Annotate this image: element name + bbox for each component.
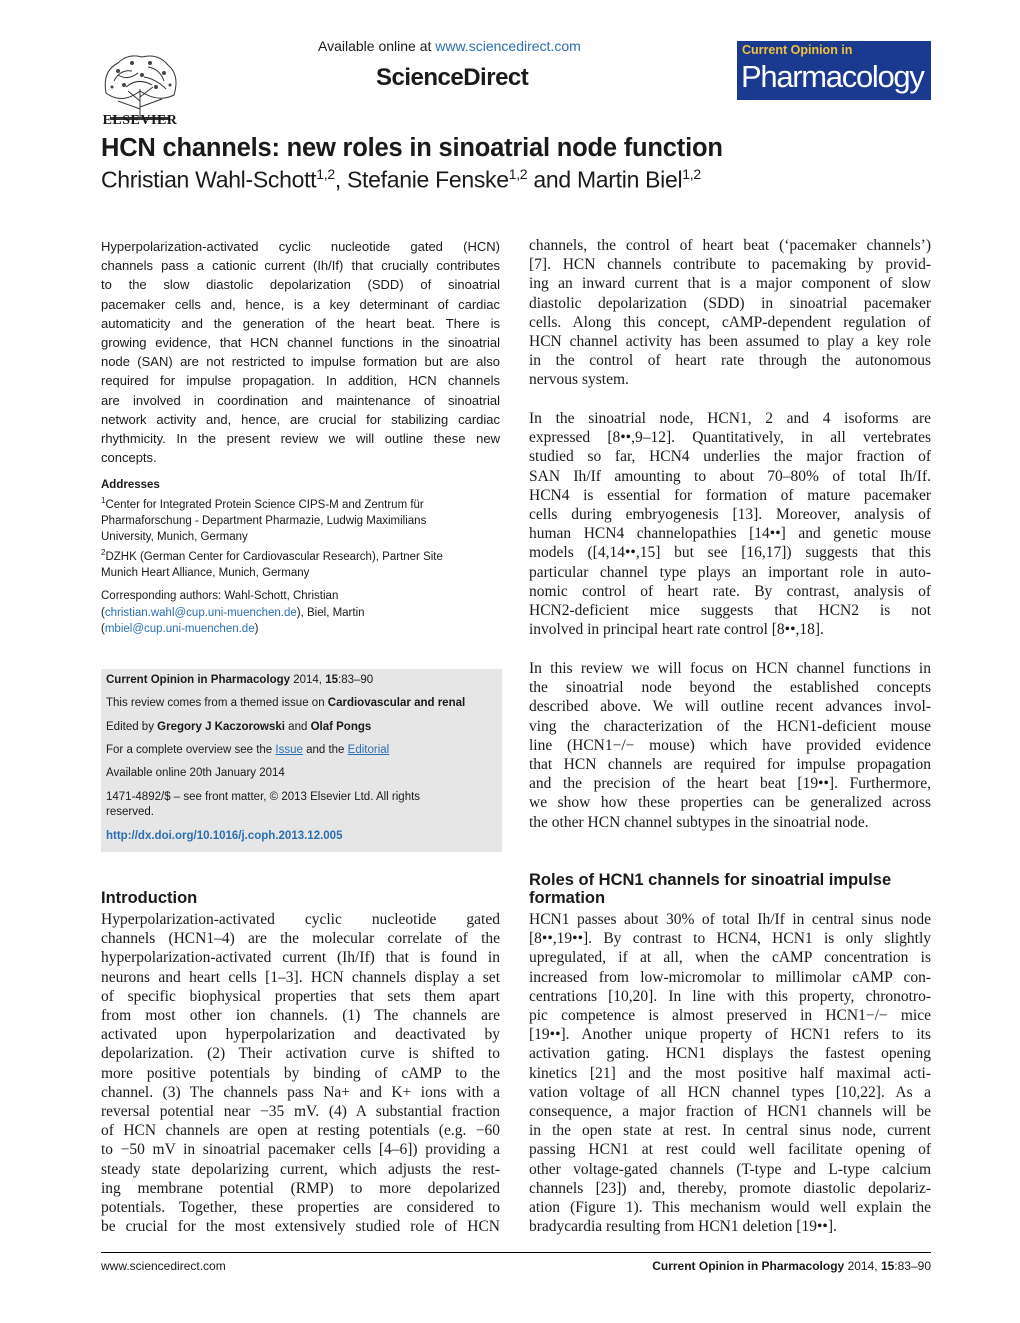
info-available: Available online 20th January 2014	[106, 767, 285, 779]
text-line: consequence, a major fraction of HCN1 channels will be	[529, 1103, 931, 1121]
text-line: expressed [8••,9–12]. Quantitatively, in all vertebrates	[529, 429, 931, 447]
text-line: ving the characterization of the HCN1-deficient mouse	[529, 717, 931, 735]
text-line: hyperpolarization-activated current (Ih/If) that is found in	[101, 949, 500, 967]
text-line: rhythmicity. In the present review we will outline these new	[101, 431, 500, 447]
text-line: models ([4,14••,15] but see [16,17]) suggests that this	[529, 544, 931, 562]
text-line: to −50 mV in sinoatrial pacemaker cells [4–6]) providing a	[101, 1141, 500, 1159]
roles-heading-line-2: formation	[529, 889, 606, 907]
footer-year: 2014,	[844, 1259, 881, 1273]
addresses	[101, 493, 500, 581]
text-line: HCN2-deficient mice suggests that HCN2 is not	[529, 602, 931, 620]
info-editor-and: and	[284, 721, 311, 733]
text-line: upregulated, if at all, when the cAMP concentration is	[529, 949, 931, 967]
text-line: centrations [10,20]. In line with this property, chronotro-	[529, 987, 931, 1005]
address-line	[101, 545, 500, 565]
body-paragraph-2	[529, 409, 931, 639]
introduction-body	[101, 910, 500, 1236]
elsevier-wordmark: ELSEVIER	[102, 113, 178, 128]
text-line: more positive potentials by binding of cAMP to the	[101, 1064, 500, 1082]
author-affiliation-sup: 1,2	[508, 166, 528, 182]
address-sup: 1	[101, 496, 106, 505]
journal-banner	[737, 41, 931, 100]
text-line: required for impulse propagation. In addition, HCN channels	[101, 373, 500, 389]
address-text: Munich Heart Alliance, Munich, Germany	[101, 566, 310, 579]
text-line: channels, the control of heart beat (‘pacemaker channels’)	[529, 237, 931, 254]
text-line: other voltage-gated channels (T-type and L-type calcium	[529, 1160, 931, 1178]
email-link-biel[interactable]: mbiel@cup.uni-muenchen.de	[104, 623, 255, 635]
roles-body	[529, 910, 931, 1236]
addresses-heading: Addresses	[101, 479, 160, 491]
text-line: to the slow diastolic depolarization (SDD) of sinoatrial	[101, 277, 500, 293]
address-text: Pharmaforschung - Department Pharmazie, Ludwig Maximilians	[101, 514, 427, 527]
text-line: node (SAN) are not restricted to impulse formation but are also	[101, 354, 500, 370]
info-editor-1: Gregory J Kaczorowski	[157, 721, 285, 733]
info-journal-line	[106, 673, 498, 688]
text-line: ing an inward current that is a major component of slow	[529, 275, 931, 293]
roles-heading	[529, 871, 931, 907]
text-line: [8••,19••]. By contrast to HCN4, HCN1 is only slightly	[529, 930, 931, 948]
text-line: channels pass a cationic current (Ih/If) that crucially contributes	[101, 258, 500, 274]
text-line: involved in principal heart rate control [8••,18].	[529, 621, 824, 639]
text-line: human HCN4 channelopathies [14••] and genetic mouse	[529, 525, 931, 543]
info-editor-2: Olaf Pongs	[310, 721, 372, 733]
text-line: increased from low-micromolar to millimolar cAMP con-	[529, 968, 931, 986]
text-line: nervous system.	[529, 371, 629, 389]
info-overview-prefix: For a complete overview see the	[106, 744, 276, 756]
footer-citation	[560, 1259, 931, 1273]
text-line: In the sinoatrial node, HCN1, 2 and 4 isoforms are	[529, 410, 931, 427]
text-line: bradycardia resulting from HCN1 deletion [19••].	[529, 1218, 837, 1236]
text-line: [7]. HCN channels contribute to pacemaking by provid-	[529, 256, 931, 274]
journal-banner-top: Current Opinion in	[742, 43, 853, 57]
info-pages: :83–90	[338, 674, 374, 686]
text-line: Hyperpolarization-activated cyclic nucleotide gated	[101, 911, 500, 928]
text-line: vation voltage of all HCN channel types [10,22]. As a	[529, 1083, 931, 1101]
body-paragraph-3	[529, 659, 931, 832]
abstract	[101, 237, 500, 467]
body-paragraph-1	[529, 236, 931, 390]
corresponding-mid: ), Biel, Martin	[296, 606, 365, 619]
address-line	[101, 565, 500, 581]
email-link-wahl[interactable]: christian.wahl@cup.uni-muenchen.de	[104, 606, 297, 619]
address-sup: 2	[101, 547, 106, 557]
text-line: growing evidence, that HCN channel functions in the sinoatrial	[101, 335, 500, 351]
text-line: HCN channel activity has been assumed to play a key role	[529, 333, 931, 351]
info-theme-prefix: This review comes from a themed issue on	[106, 697, 328, 709]
info-edited-prefix: Edited by	[106, 721, 158, 733]
text-line: pacemaker cells and, hence, is a key determinant of cardiac	[101, 296, 500, 312]
text-line: neurons and heart cells [1–3]. HCN channels display a set	[101, 968, 500, 986]
text-line: In this review we will focus on HCN channel functions in	[529, 660, 931, 677]
author-affiliation-sup: 1,2	[682, 166, 701, 182]
author-separator: and	[527, 166, 577, 193]
editorial-link[interactable]: Editorial	[347, 744, 390, 756]
text-line: described above. We will outline recent advances invol-	[529, 698, 931, 716]
sciencedirect-wordmark: ScienceDirect	[376, 64, 529, 91]
text-line: studied so far, HCN4 underlies the major fraction of	[529, 448, 931, 466]
text-line: we show how these properties can be generalized across	[529, 794, 931, 812]
text-line: [19••]. Another unique property of HCN1 refers to its	[529, 1026, 931, 1044]
info-volume: 15	[325, 674, 338, 686]
journal-banner-main: Pharmacology	[741, 59, 924, 94]
footer-pages: :83–90	[894, 1259, 931, 1273]
article-info-box	[101, 669, 502, 852]
author-affiliation-sup: 1,2	[316, 166, 335, 182]
text-line: passing HCN1 at rest could well facilitate opening of	[529, 1141, 931, 1159]
text-line: of HCN channels are open at resting potentials (e.g. −60	[101, 1122, 500, 1140]
info-overview-line	[106, 743, 498, 758]
address-text: Center for Integrated Protein Science CIPS-M and Zentrum für	[105, 498, 424, 511]
author-list	[101, 166, 701, 194]
author-name: Christian Wahl-Schott	[101, 166, 317, 193]
footer-journal: Current Opinion in Pharmacology	[652, 1259, 845, 1273]
text-line: kinetics [21] and the most positive half maximal acti-	[529, 1064, 931, 1082]
text-line: concepts.	[101, 450, 157, 466]
text-line: and the precision of the heart beat [19••]. Furthermore,	[529, 775, 931, 793]
info-theme-line	[106, 696, 498, 711]
address-line	[101, 493, 500, 513]
text-line: activated upon hyperpolarization and deactivated by	[101, 1026, 500, 1044]
address-line	[101, 513, 500, 529]
info-copyright-2: reserved.	[106, 806, 154, 818]
footer-volume: 15	[880, 1259, 895, 1273]
text-line: steady state depolarizing current, which adjusts the rest-	[101, 1160, 500, 1178]
text-line: channels [23]) and, thereby, promote diastolic depolariz-	[529, 1179, 931, 1197]
info-overview-and: and the	[302, 744, 348, 756]
article-title: HCN channels: new roles in sinoatrial node function	[101, 134, 723, 162]
available-online-line	[318, 38, 581, 54]
introduction-heading: Introduction	[101, 889, 198, 907]
text-line: activation gating. HCN1 displays the fastest opening	[529, 1045, 931, 1063]
text-line: that HCN channels are required for impulse propagation	[529, 756, 931, 774]
roles-heading-line-1: Roles of HCN1 channels for sinoatrial impulse	[529, 871, 892, 889]
info-year: 2014,	[290, 674, 326, 686]
text-line: channels (HCN1–4) are the molecular correlate of the	[101, 930, 500, 948]
address-text: DZHK (German Center for Cardiovascular Research), Partner Site	[105, 550, 443, 563]
text-line: pic competence is almost preserved in HCN1−/− mice	[529, 1007, 931, 1025]
doi-link[interactable]: http://dx.doi.org/10.1016/j.coph.2013.12.005	[106, 830, 343, 842]
text-line: network activity and, hence, are crucial for stabilizing cardiac	[101, 411, 500, 427]
address-line	[101, 529, 500, 545]
text-line: SAN Ih/If amounting to about 70–80% of total Ih/If.	[529, 467, 931, 485]
text-line: the other HCN channel subtypes in the sinoatrial node.	[529, 813, 869, 831]
issue-link[interactable]: Issue	[275, 744, 303, 756]
text-line: HCN4 is essential for formation of mature pacemaker	[529, 486, 931, 504]
text-line: from most other ion channels. (1) The channels are	[101, 1007, 500, 1025]
text-line: particular channel type plays an important role in auto-	[529, 563, 931, 581]
text-line: depolarization. (2) Their activation curve is shifted to	[101, 1045, 500, 1063]
text-line: of specific biophysical properties that sets them apart	[101, 987, 500, 1005]
author-name: Stefanie Fenske	[347, 166, 509, 193]
text-line: nomic control of heart rate. By contrast, analysis of	[529, 582, 931, 600]
info-copyright-1: 1471-4892/$ – see front matter, © 2013 Elsevier Ltd. All rights	[106, 791, 421, 803]
text-line: automaticity and the generation of the heart beat. There is	[101, 315, 500, 331]
text-line: potentials. Together, these properties are considered to	[101, 1199, 500, 1217]
corresponding-line: Corresponding authors: Wahl-Schott, Christian	[101, 590, 339, 602]
address-text: University, Munich, Germany	[101, 530, 248, 543]
sciencedirect-link[interactable]: www.sciencedirect.com	[435, 38, 581, 54]
text-line: HCN1 passes about 30% of total Ih/If in central sinus node	[529, 911, 931, 928]
available-prefix: Available online at	[318, 38, 436, 54]
corresponding-authors: Corresponding authors: Wahl-Schott, Christian (christian.wahl@cup.uni-muenchen.de), Biel, Martin (mbiel@cup.uni-muenchen.de)	[101, 588, 500, 638]
footer-rule	[101, 1252, 931, 1253]
footer-site: www.sciencedirect.com	[101, 1259, 226, 1273]
author-separator: ,	[334, 166, 348, 193]
text-line: ation (Figure 1). This mechanism would well explain the	[529, 1199, 931, 1217]
info-journal: Current Opinion in Pharmacology	[106, 674, 291, 686]
text-line: in the open state at rest. In central sinus node, current	[529, 1122, 931, 1140]
text-line: reversal potential near −35 mV. (4) A substantial fraction	[101, 1103, 500, 1121]
text-line: ing membrane potential (RMP) to more depolarized	[101, 1179, 500, 1197]
info-theme: Cardiovascular and renal	[327, 697, 466, 709]
text-line: in the control of heart rate through the autonomous	[529, 352, 931, 370]
text-line: be crucial for the most extensively studied role of HCN	[101, 1218, 500, 1236]
author-name: Martin Biel	[576, 166, 683, 193]
text-line: line (HCN1−/− mouse) which have provided evidence	[529, 736, 931, 754]
text-line: diastolic depolarization (SDD) in sinoatrial pacemaker	[529, 294, 931, 312]
text-line: cells. Along this concept, cAMP-dependent regulation of	[529, 313, 931, 331]
text-line: channel. (3) The channels pass Na+ and K+ ions with a	[101, 1083, 500, 1101]
text-line: the sinoatrial node beyond the established concepts	[529, 679, 931, 697]
text-line: are involved in coordination and maintenance of sinoatrial	[101, 392, 500, 408]
info-editors-line	[106, 720, 498, 735]
text-line: Hyperpolarization-activated cyclic nucleotide gated (HCN)	[101, 239, 500, 254]
text-line: cells during embryogenesis [13]. Moreover, analysis of	[529, 506, 931, 524]
